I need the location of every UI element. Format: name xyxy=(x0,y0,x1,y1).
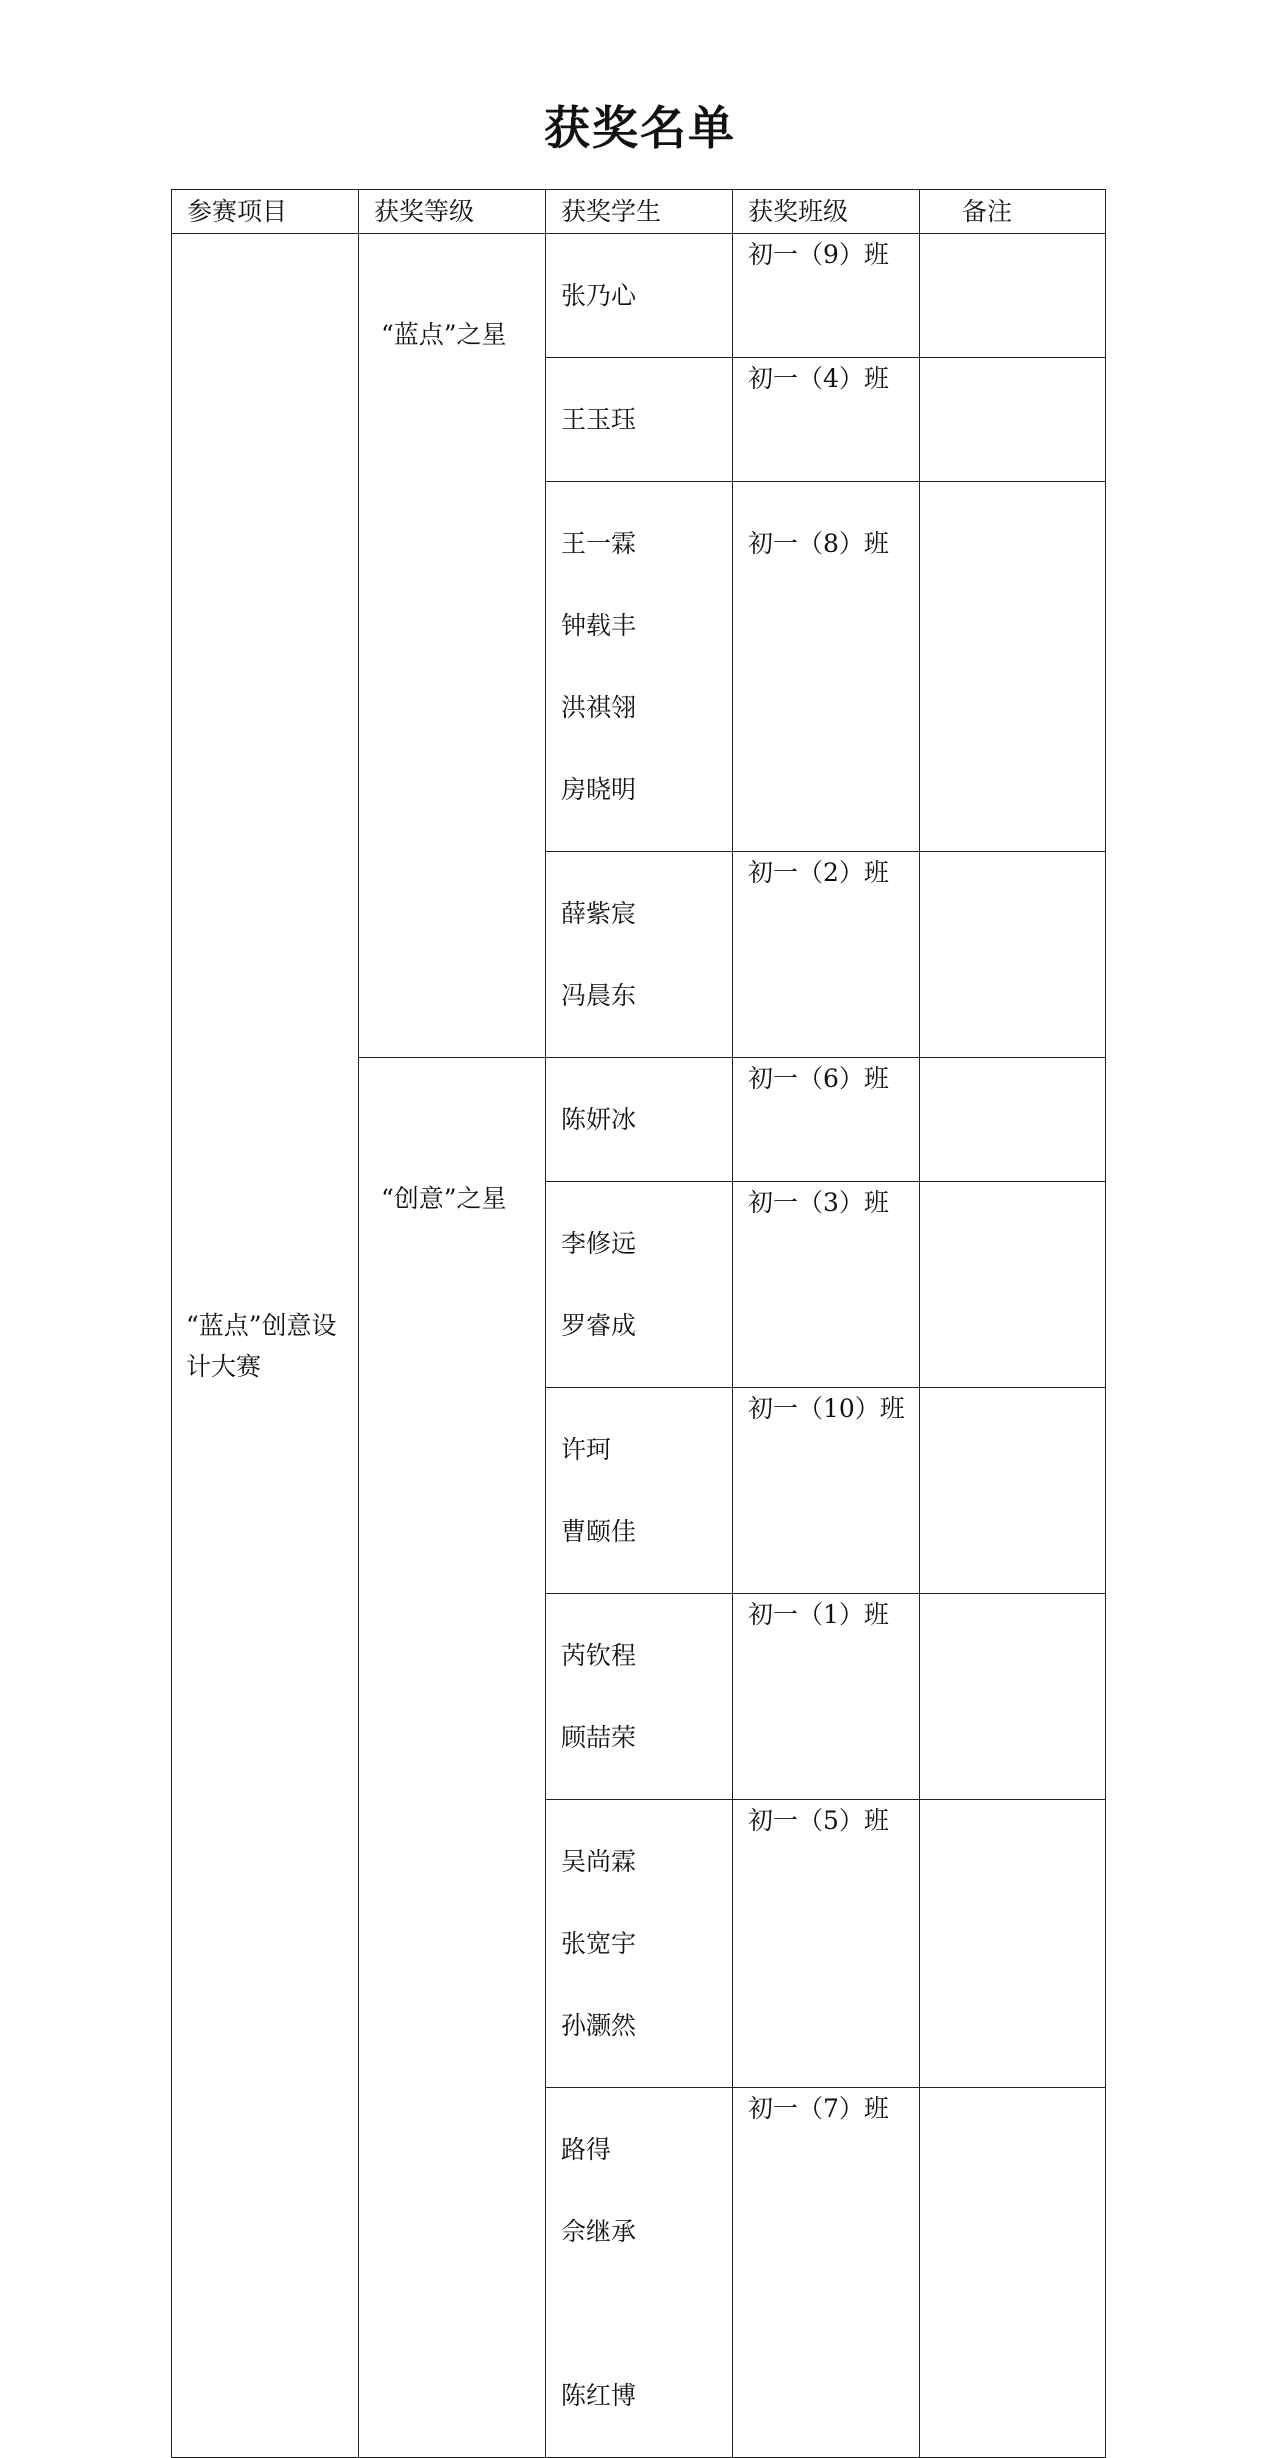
project-cell: “蓝点”创意设计大赛 xyxy=(172,234,359,2458)
remarks-cell xyxy=(920,1388,1106,1594)
student-name: 王一霖 xyxy=(561,529,637,558)
students-cell xyxy=(546,482,733,852)
header-class: 获奖班级 xyxy=(733,190,920,234)
remarks-cell xyxy=(920,234,1106,358)
class-cell: 初一（2）班 xyxy=(733,852,920,1058)
award-table xyxy=(171,189,1106,2458)
class-cell: 初一（5）班 xyxy=(733,1800,920,2088)
header-project: 参赛项目 xyxy=(172,190,359,234)
remarks-cell xyxy=(920,358,1106,482)
remarks-cell xyxy=(920,482,1106,852)
students-cell xyxy=(546,1058,733,1182)
student-name: 房晓明 xyxy=(561,775,637,804)
student-name: 罗睿成 xyxy=(561,1311,637,1340)
student-name: 王玉珏 xyxy=(561,405,637,434)
remarks-cell xyxy=(920,1800,1106,2088)
student-name: 路得 xyxy=(561,2135,612,2164)
students-cell xyxy=(546,1800,733,2088)
table-header-row xyxy=(172,190,1106,234)
student-name: 吴尚霖 xyxy=(561,1847,637,1876)
student-name: 张乃心 xyxy=(561,281,637,310)
remarks-cell xyxy=(920,1058,1106,1182)
students-cell xyxy=(546,358,733,482)
remarks-cell xyxy=(920,2088,1106,2458)
student-name: 冯晨东 xyxy=(561,981,637,1010)
students-cell xyxy=(546,1182,733,1388)
students-cell xyxy=(546,1594,733,1800)
class-cell: 初一（8）班 xyxy=(733,482,920,852)
header-level: 获奖等级 xyxy=(359,190,546,234)
student-name: 许珂 xyxy=(561,1435,612,1464)
remarks-cell xyxy=(920,852,1106,1058)
student-name: 薛紫宸 xyxy=(561,899,637,928)
remarks-cell xyxy=(920,1182,1106,1388)
student-name: 芮钦程 xyxy=(561,1641,637,1670)
class-cell: 初一（3）班 xyxy=(733,1182,920,1388)
student-name: 陈妍冰 xyxy=(561,1105,637,1134)
student-name: 钟载丰 xyxy=(561,611,637,640)
student-name: 陈红博 xyxy=(561,2381,637,2410)
student-name: 洪祺翎 xyxy=(561,693,637,722)
page-title: 获奖名单 xyxy=(544,101,736,155)
students-cell xyxy=(546,852,733,1058)
class-cell: 初一（9）班 xyxy=(733,234,920,358)
class-cell: 初一（7）班 xyxy=(733,2088,920,2458)
header-remarks: 备注 xyxy=(920,190,1106,234)
header-students: 获奖学生 xyxy=(546,190,733,234)
class-cell: 初一（6）班 xyxy=(733,1058,920,1182)
students-cell xyxy=(546,2088,733,2458)
students-cell xyxy=(546,234,733,358)
student-name: 佘继承 xyxy=(561,2217,637,2246)
remarks-cell xyxy=(920,1594,1106,1800)
student-name: 李修远 xyxy=(561,1229,637,1258)
table-row xyxy=(172,234,1106,358)
student-name: 孙灏然 xyxy=(561,2011,637,2040)
students-cell xyxy=(546,1388,733,1594)
student-name: 顾喆荣 xyxy=(561,1723,637,1752)
class-cell: 初一（4）班 xyxy=(733,358,920,482)
level-cell-chuang-yi: “创意”之星 xyxy=(359,1058,546,2458)
class-cell: 初一（10）班 xyxy=(733,1388,920,1594)
student-name: 张宽宇 xyxy=(561,1929,637,1958)
level-cell-lan-dian: “蓝点”之星 xyxy=(359,234,546,1058)
class-cell: 初一（1）班 xyxy=(733,1594,920,1800)
student-name: 曹颐佳 xyxy=(561,1517,637,1546)
blank-line xyxy=(561,2293,732,2334)
